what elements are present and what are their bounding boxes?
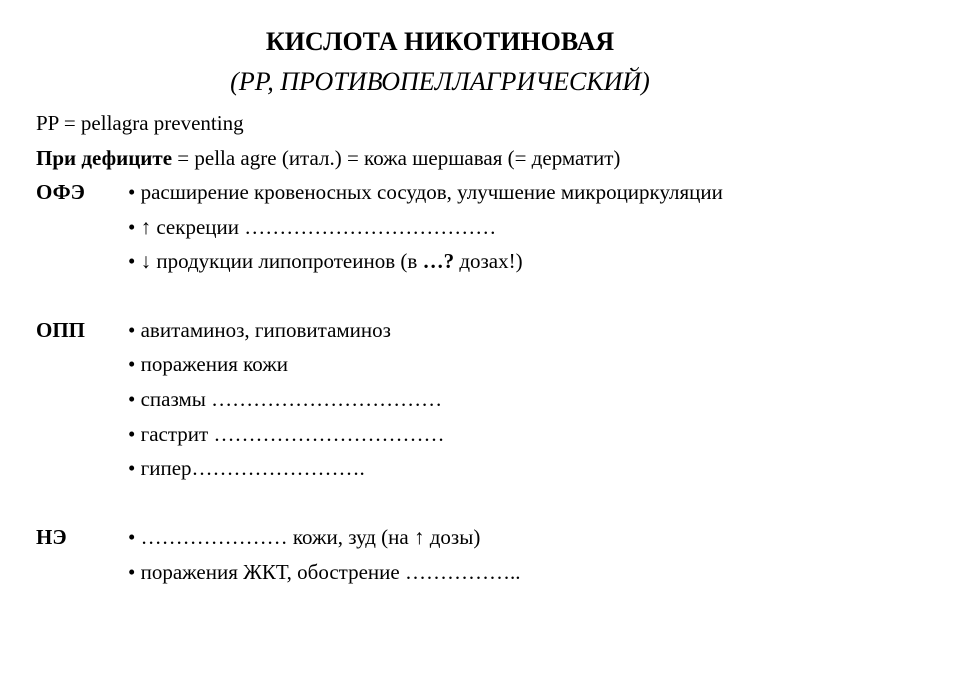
- ne-item-2: • поражения ЖКТ, обострение ……………..: [128, 560, 521, 584]
- deficit-text: = pella agre (итал.) = кожа шершавая (= дерматит): [172, 146, 621, 170]
- ofe-item-3-start: • ↓ продукции липопротеинов (в: [128, 249, 423, 273]
- ofe-item-1: • расширение кровеносных сосудов, улучшение микроциркуляции: [128, 180, 723, 204]
- ofe-item-2: • ↑ секреции ………………………………: [128, 215, 497, 239]
- opp-item-2: • поражения кожи: [128, 352, 288, 376]
- opp-item-1: • авитаминоз, гиповитаминоз: [128, 318, 391, 342]
- opp-item-3: • спазмы ……………………………: [128, 387, 443, 411]
- section-label-opp: ОПП: [36, 318, 86, 342]
- opp-item-5: • гипер…………………….: [128, 456, 365, 480]
- section-label-ne: НЭ: [36, 525, 67, 549]
- section-label-ofe: ОФЭ: [36, 180, 85, 204]
- opp-item-4: • гастрит ……………………………: [128, 422, 445, 446]
- ne-item-1: • ………………… кожи, зуд (на ↑ дозы): [128, 525, 481, 549]
- pp-definition-line: PP = pellagra preventing: [36, 111, 244, 135]
- page-subtitle: (PP, ПРОТИВОПЕЛЛАГРИЧЕСКИЙ): [230, 67, 650, 96]
- ofe-item-3-blank: …?: [422, 249, 455, 273]
- deficit-line: [36, 145, 620, 171]
- ofe-item-3: [128, 248, 523, 274]
- deficit-label: При дефиците: [36, 146, 173, 170]
- page-title: КИСЛОТА НИКОТИНОВАЯ: [265, 27, 615, 56]
- ofe-item-3-end: дозах!): [454, 249, 523, 273]
